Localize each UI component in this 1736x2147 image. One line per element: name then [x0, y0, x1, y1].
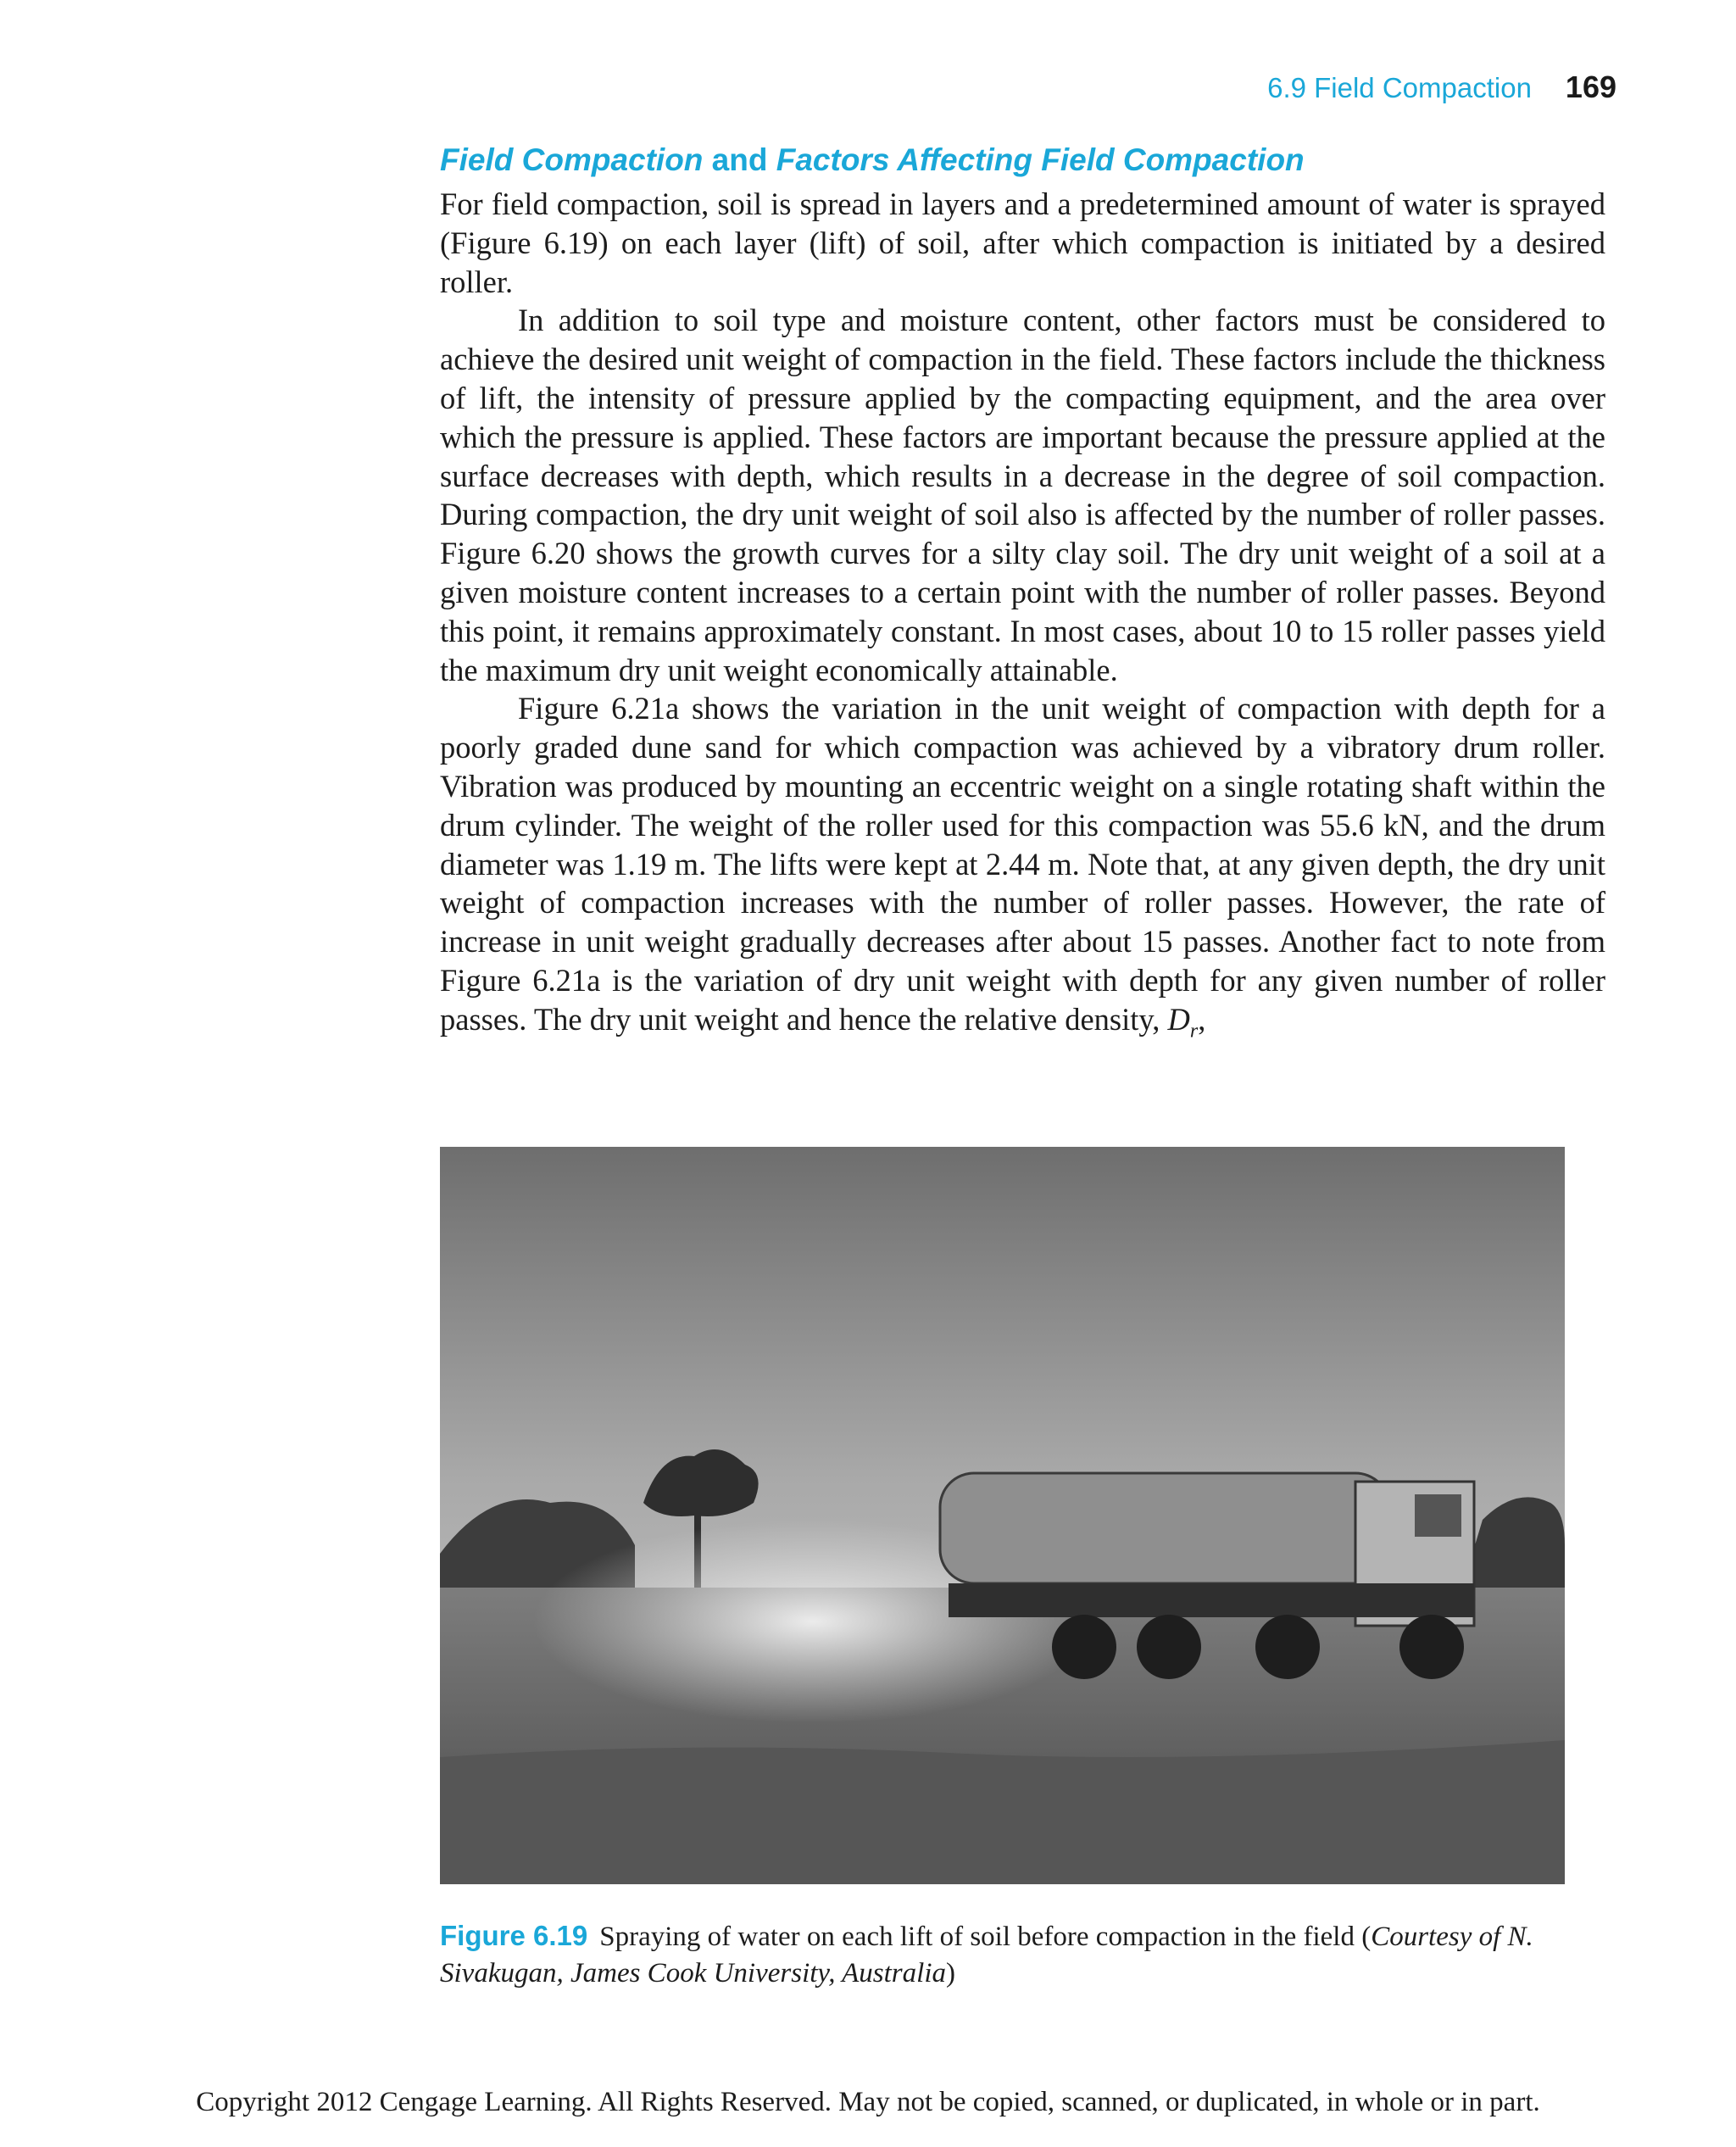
caption-credit: Courtesy of N. Sivakugan, James Cook University, Australia — [440, 1922, 1533, 1988]
relative-density-symbol: $D_r$ — [1167, 1001, 1199, 1043]
body-text — [440, 185, 1605, 1051]
heading-part-2: Factors Affecting Field Compaction — [776, 142, 1305, 177]
figure-label: Figure 6.19 — [440, 1920, 588, 1951]
running-head — [1267, 70, 1616, 105]
tanker-tank — [940, 1473, 1389, 1583]
wheel — [1052, 1615, 1116, 1679]
truck-chassis — [949, 1583, 1474, 1617]
paragraph-3: Figure 6.21a shows the variation in the unit weight of compaction with depth for a poorly graded dune sand for which compaction was achieved by a vibratory drum roller. Vibration was produced by mounting an eccentric weight on a single rotating shaft within the drum cylinder. The weight of the roller used for this compaction was 55.6 kN, and the drum diameter was 1.19 m. The lifts were kept at 2.44 m. Note that, at any given depth, the dry unit weight of compaction increases with the number of roller passes. However, the rate of increase in unit weight gradually decreases after about 15 passes. Another fact to note from Figure 6.21a is the variation of dry unit weight with depth for any given number of roller passes. The dry unit weight and hence the relative density, $D_r$, — [440, 691, 1605, 1043]
wheel — [1255, 1615, 1320, 1679]
page-number: 169 — [1565, 70, 1616, 104]
figure-photo — [440, 1147, 1565, 1884]
paragraph-3-text: Figure 6.21a shows the variation in the unit weight of compaction with depth for a poorly graded dune sand for which compaction was achieved by a vibratory drum roller. Vibration was produced by mounting an eccentric weight on a single rotating shaft within the drum cylinder. The weight of the roller used for this compaction was 55.6 kN, and the drum diameter was 1.19 m. The lifts were kept at 2.44 m. Note that, at any given depth, the dry unit weight of compaction increases with the number of roller passes. However, the rate of increase in unit weight gradually decreases after about 15 passes. Another fact to note from Figure 6.21a is the variation of dry unit weight with depth for any given number of roller passes. The dry unit weight and hence the relative density, — [440, 691, 1605, 1037]
figure-caption — [440, 1917, 1605, 1992]
wheel — [1399, 1615, 1464, 1679]
foreground-soil — [440, 1740, 1565, 1884]
wheel — [1137, 1615, 1201, 1679]
water-truck-photo — [440, 1147, 1565, 1884]
caption-close: ) — [945, 1958, 955, 1988]
paragraph-2: In addition to soil type and moisture content, other factors must be considered to achieve the desired unit weight of compaction in the field. These factors include the thickness of lift, the intensity of pressure applied by the compacting equipment, and the area over which the pressure is applied. These factors are important because the pressure applied at the surface decreases with depth, which results in a decrease in the degree of soil compaction. During compaction, the dry unit weight of soil also is affected by the number of roller passes. Figure 6.20 shows the growth curves for a silty clay soil. The dry unit weight of a soil at a given moisture content increases to a certain point with the number of roller passes. Beyond this point, it remains approximately constant. In most cases, about 10 to 15 roller passes yield the maximum dry unit weight economically attainable. — [440, 303, 1605, 687]
caption-text: Spraying of water on each lift of soil before compaction in the field ( — [599, 1922, 1372, 1952]
heading-part-1: Field Compaction — [440, 142, 704, 177]
cab-window — [1415, 1494, 1461, 1537]
heading-connector: and — [703, 142, 776, 177]
running-head-section: 6.9 Field Compaction — [1267, 72, 1532, 103]
paragraph-1: For field compaction, soil is spread in layers and a predetermined amount of water is sprayed (Figure 6.19) on each layer (lift) of soil, after which compaction is initiated by a desired roller. — [440, 186, 1605, 299]
section-heading — [440, 142, 1305, 178]
copyright-notice: Copyright 2012 Cengage Learning. All Rights Reserved. May not be copied, scanned, or duplicated, in whole or in part. — [196, 2087, 1540, 2117]
